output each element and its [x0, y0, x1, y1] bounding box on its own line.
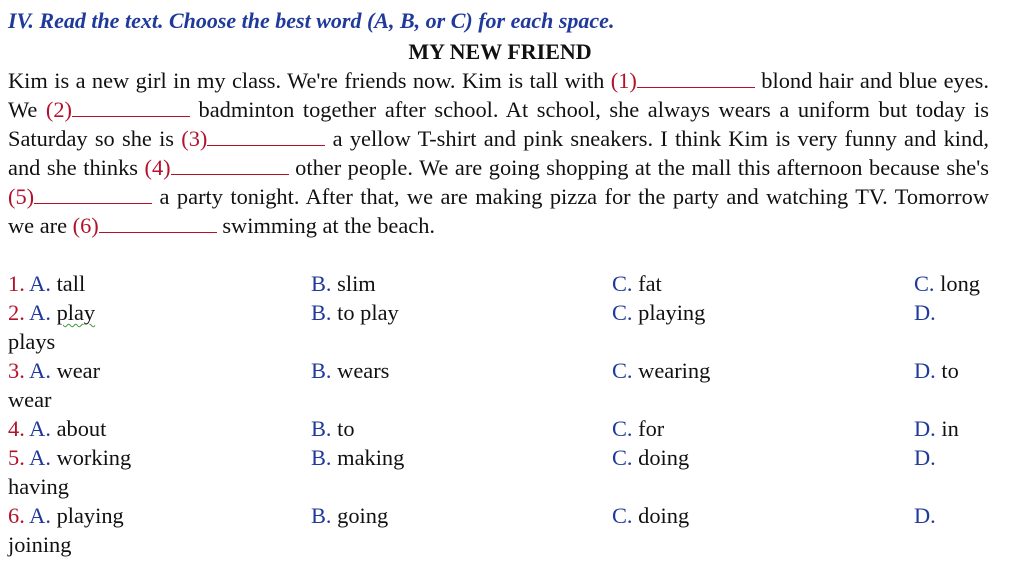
option-d-letter[interactable]: D. [914, 503, 936, 528]
blank-number: (3) [181, 126, 208, 151]
question-row [8, 298, 1008, 327]
passage-text: swimming at the beach. [216, 213, 436, 238]
option-c[interactable]: C. wearing [612, 358, 711, 383]
question-row-wrap [8, 327, 1008, 356]
answer-options [8, 269, 1008, 559]
answer-blank[interactable] [99, 214, 217, 233]
option-b[interactable]: B. to play [311, 300, 399, 325]
question-row-wrap [8, 385, 1008, 414]
option-d[interactable]: C. long [914, 271, 980, 296]
answer-blank[interactable] [207, 127, 325, 146]
option-d-letter[interactable]: D. [914, 300, 936, 325]
option-a[interactable]: 3. A. wear [8, 358, 101, 383]
passage-text: Kim is a new girl in my class. We're friends now. Kim is tall with [8, 68, 611, 93]
passage-title: MY NEW FRIEND [408, 39, 592, 64]
passage-text: a party tonight. After that, we are making pizza for the party and watching TV. Tomorrow we are [8, 184, 989, 238]
option-d-text[interactable]: wear [8, 387, 52, 412]
question-row-wrap [8, 472, 1008, 501]
question-row [8, 443, 1008, 472]
passage-text: blond hair and blue eyes. We [8, 68, 989, 122]
reading-passage [8, 66, 989, 240]
option-b[interactable]: B. slim [311, 271, 376, 296]
option-b[interactable]: B. making [311, 445, 405, 470]
question-row [8, 356, 1008, 385]
option-a[interactable]: 1. A. tall [8, 271, 86, 296]
option-a[interactable]: 6. A. playing [8, 503, 124, 528]
passage-text: badminton together after school. At school, she always wears a uniform but today is Saturday so she is [8, 97, 989, 151]
answer-blank[interactable] [637, 69, 755, 88]
option-a[interactable]: 4. A. about [8, 416, 107, 441]
answer-blank[interactable] [72, 98, 190, 117]
option-b[interactable]: B. going [311, 503, 389, 528]
option-d-text[interactable]: plays [8, 329, 56, 354]
exercise-instruction: IV. Read the text. Choose the best word (A, B, or C) for each space. [8, 8, 615, 33]
option-b[interactable]: B. to [311, 416, 355, 441]
answer-blank[interactable] [34, 185, 152, 204]
blank-number: (2) [45, 97, 72, 122]
option-c[interactable]: C. playing [612, 300, 706, 325]
option-d[interactable]: D. to [914, 358, 959, 383]
question-row [8, 414, 1008, 443]
blank-number: (1) [610, 68, 637, 93]
option-a[interactable]: 2. A. play [8, 300, 96, 325]
question-row-wrap [8, 530, 1008, 559]
blank-number: (6) [72, 213, 99, 238]
option-c[interactable]: C. for [612, 416, 665, 441]
option-d-text[interactable]: having [8, 474, 69, 499]
option-c[interactable]: C. doing [612, 503, 690, 528]
blank-number: (5) [8, 184, 35, 209]
option-b[interactable]: B. wears [311, 358, 390, 383]
option-d[interactable]: D. in [914, 416, 959, 441]
option-a[interactable]: 5. A. working [8, 445, 132, 470]
option-c[interactable]: C. fat [612, 271, 662, 296]
question-row [8, 269, 1008, 298]
passage-text: a yellow T-shirt and pink sneakers. I think Kim is very funny and kind, and she thinks [8, 126, 989, 180]
option-d-letter[interactable]: D. [914, 445, 936, 470]
question-row [8, 501, 1008, 530]
answer-blank[interactable] [171, 156, 289, 175]
option-c[interactable]: C. doing [612, 445, 690, 470]
option-d-text[interactable]: joining [8, 532, 72, 557]
blank-number: (4) [144, 155, 171, 180]
passage-text: other people. We are going shopping at the mall this afternoon because she's [288, 155, 989, 180]
